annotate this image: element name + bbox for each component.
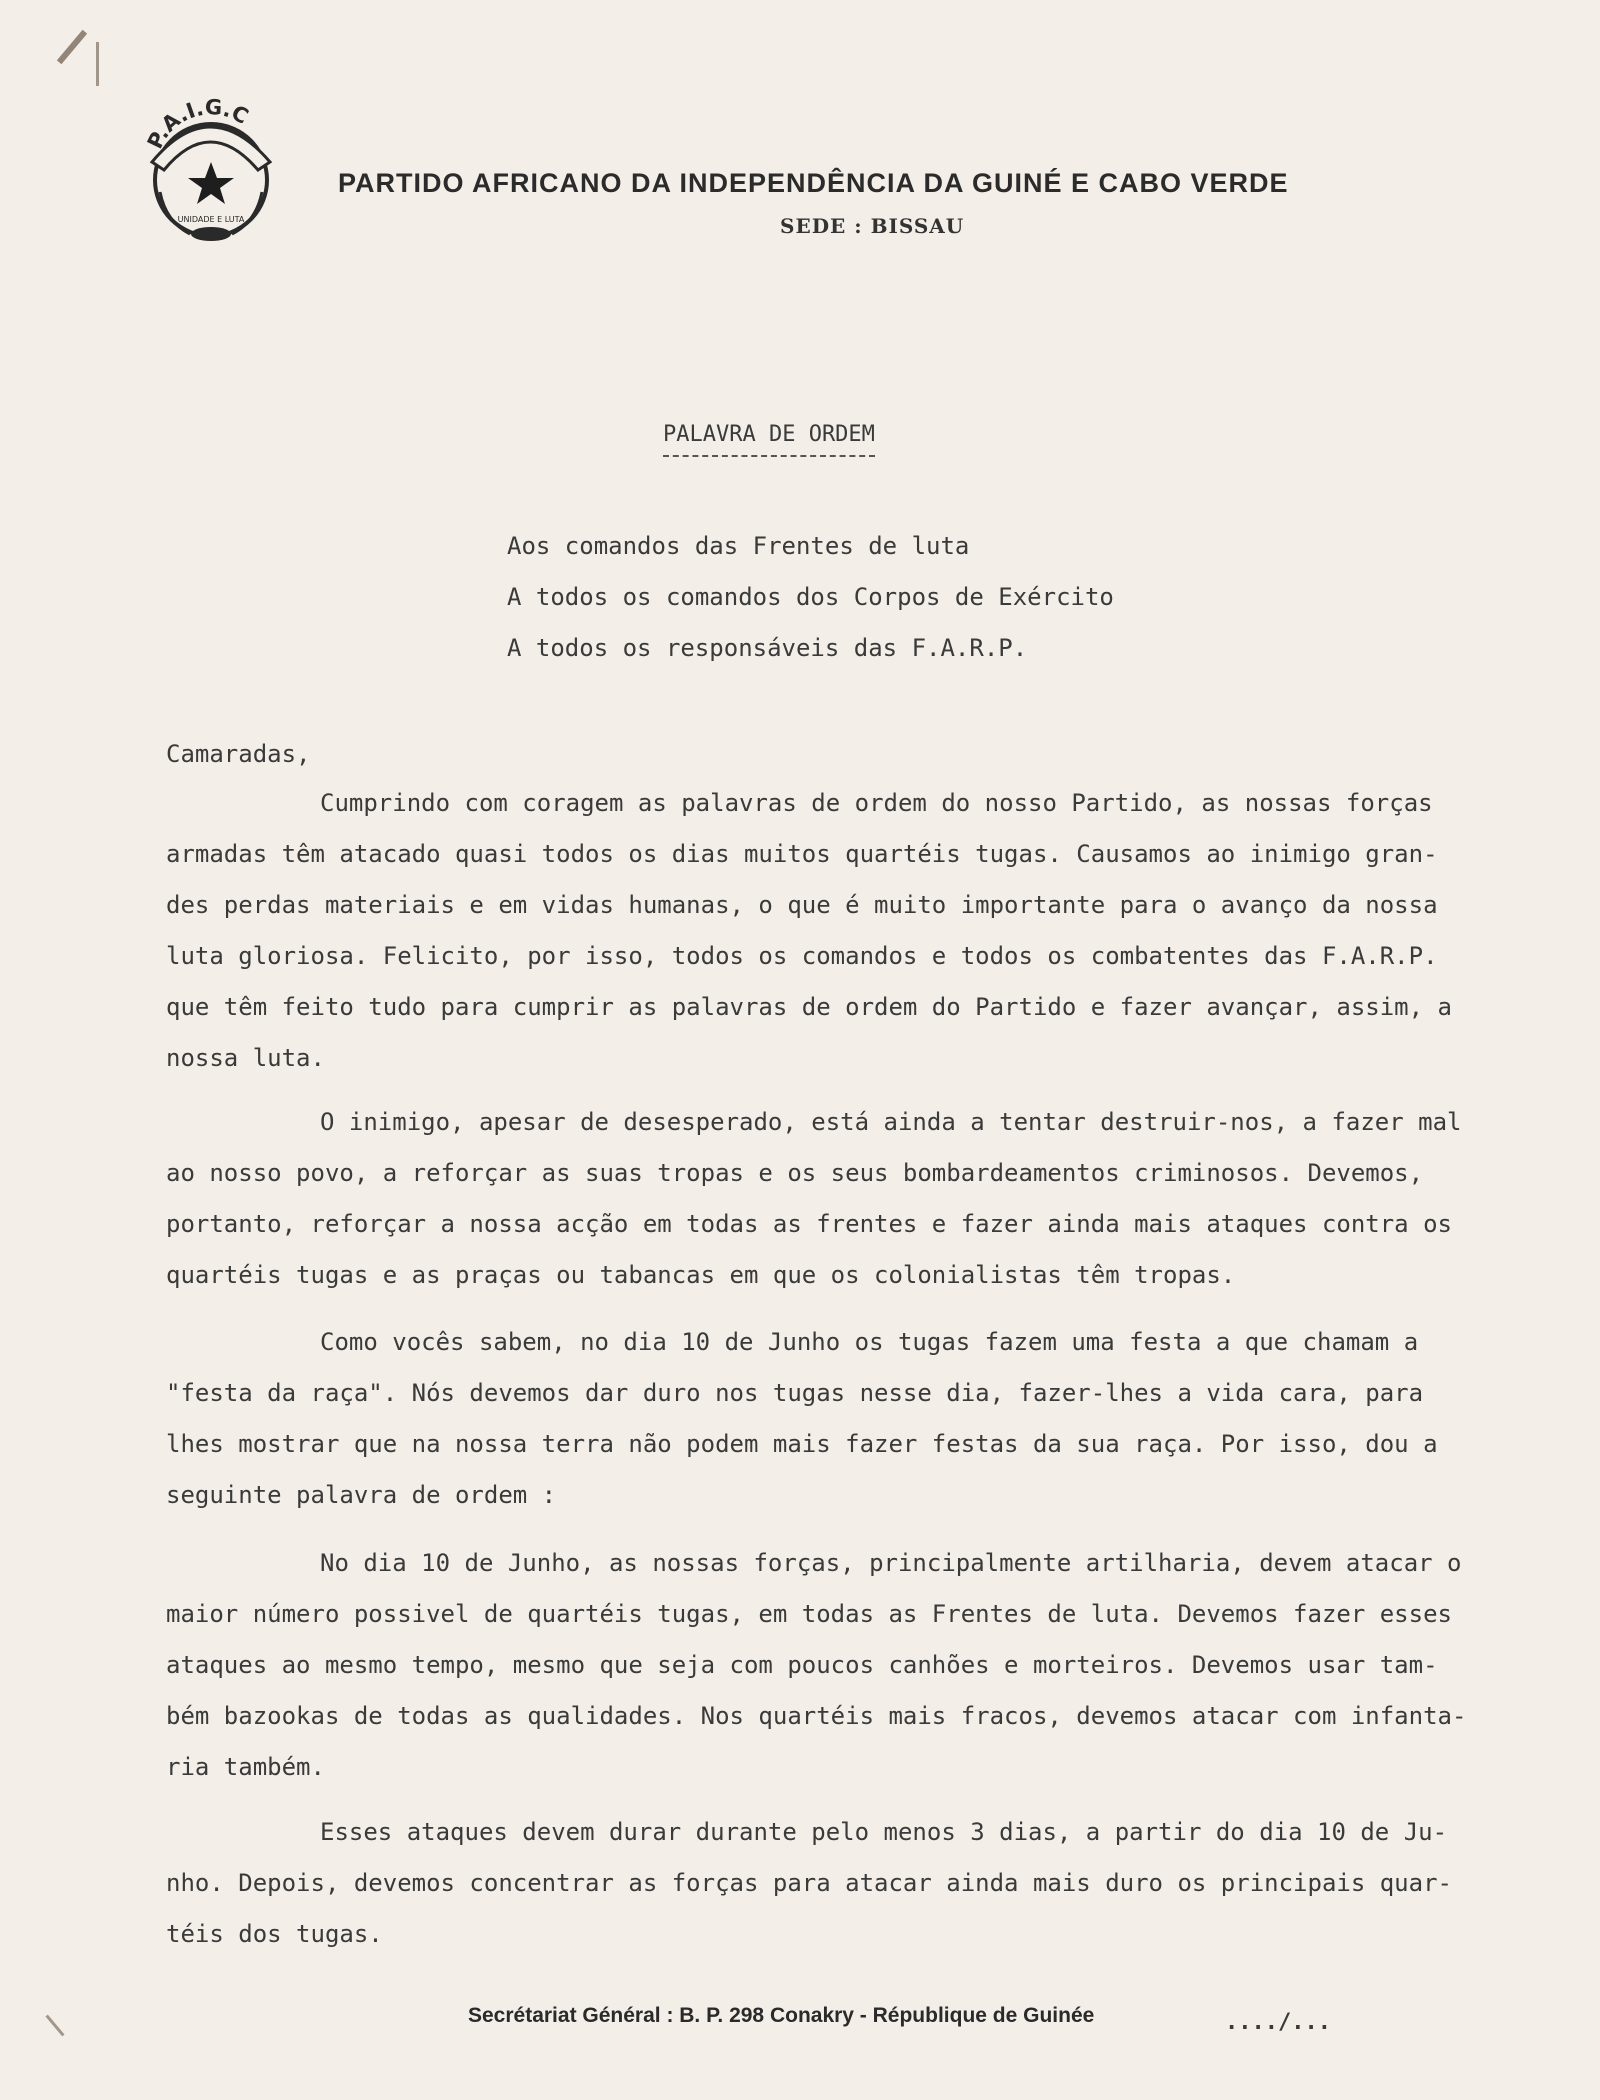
text-line: nossa luta.: [166, 1044, 325, 1072]
text-line: No dia 10 de Junho, as nossas forças, principalmente artilharia, devem atacar o: [320, 1549, 1462, 1577]
text-line: nho. Depois, devemos concentrar as forças para atacar ainda mais duro os principais quar-: [166, 1869, 1452, 1897]
text-line: Como vocês sabem, no dia 10 de Junho os tugas fazem uma festa a que chamam a: [320, 1328, 1419, 1356]
paragraph: [166, 1538, 1566, 1793]
continuation-mark: ..../...: [1225, 2010, 1331, 2035]
text-line: luta gloriosa. Felicito, por isso, todos os comandos e todos os combatentes das F.A.R.P.: [166, 942, 1438, 970]
addressee-line: Aos comandos das Frentes de luta: [507, 532, 970, 560]
logo-motto: UNIDADE E LUTA: [177, 215, 245, 224]
text-line: maior número possivel de quartéis tugas, em todas as Frentes de luta. Devemos fazer esses: [166, 1600, 1452, 1628]
text-line: Esses ataques devem durar durante pelo menos 3 dias, a partir do dia 10 de Ju-: [320, 1818, 1448, 1846]
text-line: Cumprindo com coragem as palavras de ordem do nosso Partido, as nossas forças: [320, 789, 1433, 817]
logo-text: P.A.I.G.C: [142, 95, 253, 153]
text-line: seguinte palavra de ordem :: [166, 1481, 557, 1509]
paragraph: [166, 1317, 1566, 1521]
text-line: "festa da raça". Nós devemos dar duro nos tugas nesse dia, fazer-lhes a vida cara, para: [166, 1379, 1424, 1407]
text-line: bém bazookas de todas as qualidades. Nos quartéis mais fracos, devemos atacar com infanta-: [166, 1702, 1467, 1730]
text-line: O inimigo, apesar de desesperado, está ainda a tentar destruir-nos, a fazer mal: [320, 1108, 1462, 1136]
star-icon: [188, 162, 234, 204]
text-line: portanto, reforçar a nossa acção em todas as frentes e fazer ainda mais ataques contra os: [166, 1210, 1452, 1238]
text-line: des perdas materiais e em vidas humanas, o que é muito importante para o avanço da nossa: [166, 891, 1438, 919]
party-name: PARTIDO AFRICANO DA INDEPENDÊNCIA DA GUINÉ E CABO VERDE: [338, 168, 1289, 198]
document-title: PALAVRA DE ORDEM: [663, 422, 875, 457]
addressee-line: A todos os responsáveis das F.A.R.P.: [507, 634, 1028, 662]
text-line: ataques ao mesmo tempo, mesmo que seja com poucos canhões e morteiros. Devemos usar tam-: [166, 1651, 1438, 1679]
text-line: que têm feito tudo para cumprir as palavras de ordem do Partido e fazer avançar, assim, a: [166, 993, 1452, 1021]
text-line: ao nosso povo, a reforçar as suas tropas e os seus bombardeamentos criminosos. Devemos,: [166, 1159, 1424, 1187]
paragraph: [166, 778, 1566, 1084]
salutation: Camaradas,: [166, 740, 311, 768]
text-line: quartéis tugas e as praças ou tabancas em que os colonialistas têm tropas.: [166, 1261, 1236, 1289]
party-logo: [130, 92, 292, 254]
text-line: téis dos tugas.: [166, 1920, 383, 1948]
footer-address: Secrétariat Général : B. P. 298 Conakry - République de Guinée: [468, 2004, 1095, 2027]
text-line: ria também.: [166, 1753, 325, 1781]
text-line: armadas têm atacado quasi todos os dias muitos quartéis tugas. Causamos ao inimigo gran-: [166, 840, 1438, 868]
text-line: lhes mostrar que na nossa terra não podem mais fazer festas da sua raça. Por isso, dou a: [166, 1430, 1438, 1458]
addressee-line: A todos os comandos dos Corpos de Exército: [507, 583, 1114, 611]
ink-stain: [57, 30, 87, 64]
party-seat: SEDE : BISSAU: [780, 214, 965, 238]
paragraph: [166, 1097, 1566, 1301]
paragraph: [166, 1807, 1566, 1960]
ink-stain: [96, 42, 99, 86]
ink-stain: [45, 2015, 64, 2037]
